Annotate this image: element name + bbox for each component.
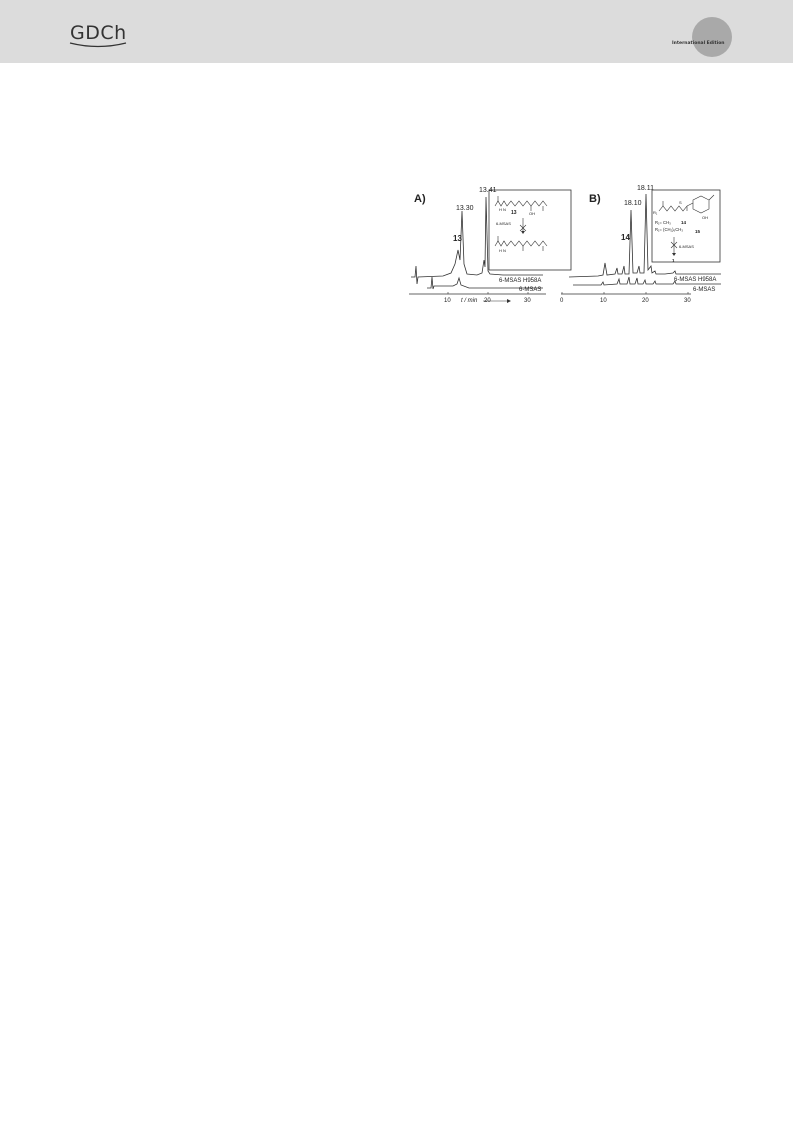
panel-b-r1: R₁ (653, 210, 658, 215)
figure (403, 178, 733, 304)
panel-b-oh: OH (702, 215, 708, 220)
panel-b-xtick-3: 20 (642, 298, 649, 304)
panel-a-peak-label-1: 13.30 (456, 205, 474, 212)
panel-b-xtick-4: 30 (684, 298, 691, 304)
svg-text:H: H (499, 207, 502, 212)
panel-a-scheme-compound: 13 (511, 210, 517, 216)
panel-a-xlabel: t / min (461, 298, 478, 304)
panel-b-compound-label: 14 (621, 233, 630, 242)
panel-b-xtick-1: 0 (560, 298, 564, 304)
panel-b-peak-label-2: 18.11 (637, 185, 654, 192)
panel-b-chain (659, 206, 687, 211)
panel-b-trace-label-1: 6-MSAS H958A (674, 277, 717, 283)
panel-a-xtick-2: 20 (484, 298, 491, 304)
svg-text:N: N (503, 207, 506, 212)
page-header (0, 0, 793, 63)
panel-b-scheme-line-1: R₁= CH₃ (655, 220, 671, 225)
panel-b-product: 1 (672, 258, 675, 263)
panel-b-peak-label-1: 18.10 (624, 200, 642, 207)
panel-a-xtick-1: 10 (444, 298, 451, 304)
panel-a-trace-label-2: 6-MSAS (519, 287, 542, 293)
panel-a-enzyme: 6-MSAS (496, 221, 511, 226)
panel-a-chain-1 (495, 201, 547, 206)
gdch-logo: GDCh (70, 22, 127, 44)
panel-b-ring (693, 196, 709, 213)
panel-b-xtick-2: 10 (600, 298, 607, 304)
panel-b-trace-label-2: 6-MSAS (693, 287, 716, 293)
panel-a-trace-h958a (411, 197, 543, 284)
panel-a-compound-label: 13 (453, 234, 462, 243)
svg-text:H: H (499, 248, 502, 253)
panel-a-trace-label-1: 6-MSAS H958A (499, 278, 542, 284)
edition-label: International Edition (672, 41, 725, 46)
panel-a-peak-label-2: 13.41 (479, 187, 497, 194)
panel-a-xtick-3: 30 (524, 298, 531, 304)
panel-b-scheme-box (652, 190, 720, 262)
panel-b-scheme-line-1-cmpd: 14 (681, 220, 687, 225)
panel-b-scheme-line-2: R₁= (CH₂)₆CH₃ (655, 227, 683, 232)
panel-a-label: A) (414, 193, 426, 205)
panel-a-chain-2 (495, 241, 547, 246)
journal-badge-icon (692, 17, 732, 57)
panel-b-scheme-line-2-cmpd: 15 (695, 229, 701, 234)
logo-swoosh-icon (68, 41, 128, 49)
panel-b-s: S (679, 200, 682, 205)
svg-text:N: N (503, 248, 506, 253)
chromatogram-figure (403, 178, 733, 304)
panel-a-oh: OH (529, 211, 535, 216)
panel-a-scheme-box (489, 190, 571, 270)
panel-b-label: B) (589, 193, 601, 205)
panel-b-enzyme: 6-MSAS (679, 244, 694, 249)
panel-b-trace-h958a (569, 194, 721, 277)
